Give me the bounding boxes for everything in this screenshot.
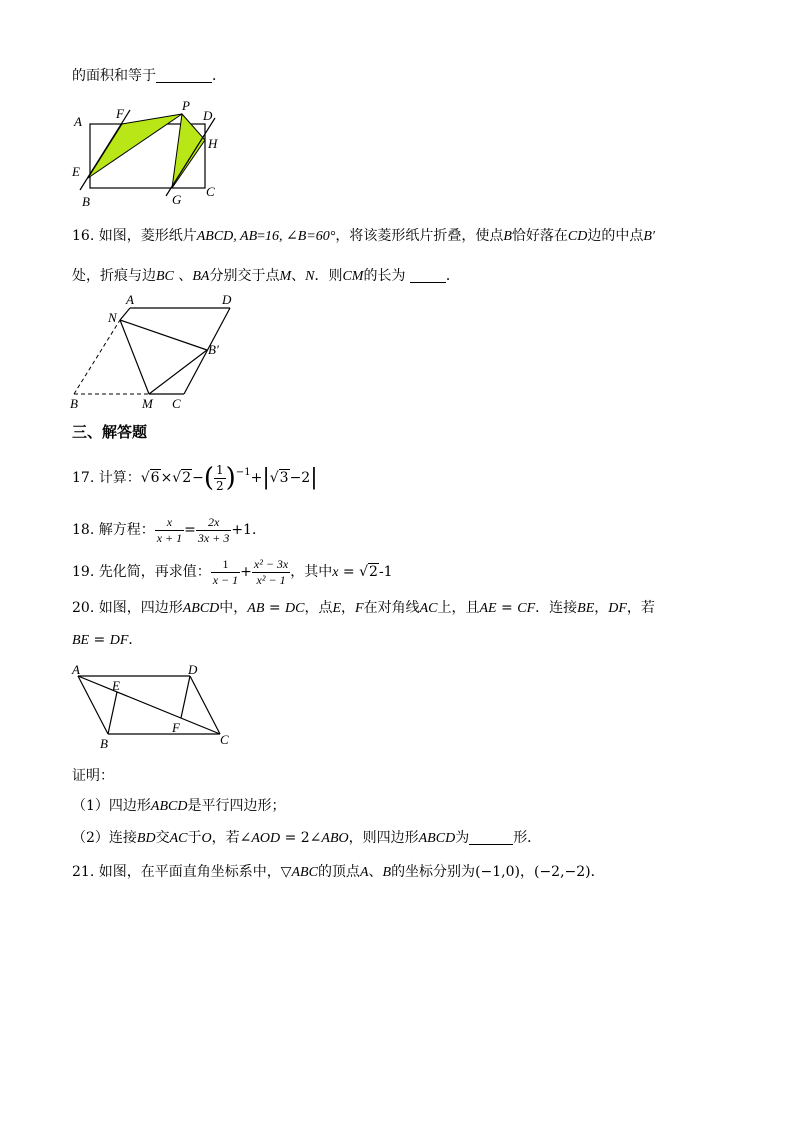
label-B: B (70, 396, 78, 411)
fraction-2: $\frac{2x}{3x + 3}$ (197, 514, 230, 545)
answer-blank[interactable] (410, 268, 446, 283)
label-D: D (188, 662, 198, 677)
figure-20 (70, 662, 250, 752)
label-P: P (182, 98, 190, 113)
section-title: 三、解答题 (72, 423, 148, 441)
q20-line1: 20. 如图，四边形ABCD中，AB = DC，点E，F在对角线AC上，且AE = CF．连接BE，DF，若 (72, 600, 655, 616)
q21: 21. 如图，在平面直角坐标系中，▽ABC的顶点A、B的坐标分别为(−1,0)，(−2,−2)． (72, 864, 605, 880)
label-B: B (100, 736, 108, 751)
answer-blank[interactable] (469, 830, 513, 845)
proof-label: 证明： (72, 768, 114, 784)
label-A: A (74, 114, 82, 129)
fraction-1: $\frac{1}{x - 1}$ (212, 556, 239, 587)
proof-part1: （1）四边形ABCD是平行四边形； (72, 798, 286, 814)
label-C: C (172, 396, 181, 411)
proof-part2: （2）连接BD交AC于O，若∠AOD = 2∠ABO，则四边形ABCD为 形． (72, 830, 542, 846)
label-G: G (172, 192, 182, 207)
fraction-1: $\frac{x}{x + 1}$ (156, 514, 183, 545)
sqrt-2: √2 (359, 564, 378, 580)
label-D: D (203, 108, 213, 123)
label-E: E (72, 164, 80, 179)
q19: 19. 先化简，再求值： $\frac{1}{x - 1}$ + $\frac{\text{x² − 3x}}{\text{x² − 1}}$ ，其中x = √2-1 (72, 554, 393, 591)
fraction-2: $\frac{\text{x² − 3x}}{\text{x² − 1}}$ (253, 556, 289, 587)
label-E: E (112, 678, 120, 693)
label-D: D (222, 292, 232, 307)
shaded-triangle-right (172, 114, 205, 188)
label-C: C (220, 732, 229, 747)
q18: 18. 解方程： $\frac{x}{x + 1}$ = $\frac{2x}{3x + 3}$ +1． (72, 514, 266, 545)
label-F: F (116, 106, 124, 121)
label-H: H (208, 136, 218, 151)
sqrt-2: √2 (172, 470, 192, 486)
fraction-half: $\frac{1}{2}$ (216, 462, 224, 493)
sqrt-6: √6 (140, 470, 160, 486)
label-Bprime: B′ (208, 342, 219, 357)
label-M: M (142, 396, 153, 411)
sqrt-3: √3 (269, 470, 289, 486)
figure-15 (70, 96, 230, 208)
label-C: C (206, 184, 215, 199)
q20-line2: BE = DF． (72, 632, 143, 648)
label-A: A (72, 662, 80, 677)
answer-blank[interactable] (156, 68, 212, 83)
q17: 17. 计算：√6×√2−( $\frac{1}{2}$ )$^{-1}$+|√3−2| (72, 460, 318, 498)
q16-line1: 16. 如图，菱形纸片ABCD, AB=16, ∠B=60°，将该菱形纸片折叠，使点B恰好落在CD边的中点B′ (72, 228, 655, 244)
label-B: B (82, 194, 90, 209)
label-A: A (126, 292, 134, 307)
q16-line2: 处，折痕与边BC 、BA分别交于点M、N．则CM的长为 ． (72, 268, 460, 284)
q15-text: 的面积和等于 ． (72, 68, 226, 84)
label-F: F (172, 720, 180, 735)
label-N: N (108, 310, 117, 325)
figure-16 (70, 292, 250, 412)
